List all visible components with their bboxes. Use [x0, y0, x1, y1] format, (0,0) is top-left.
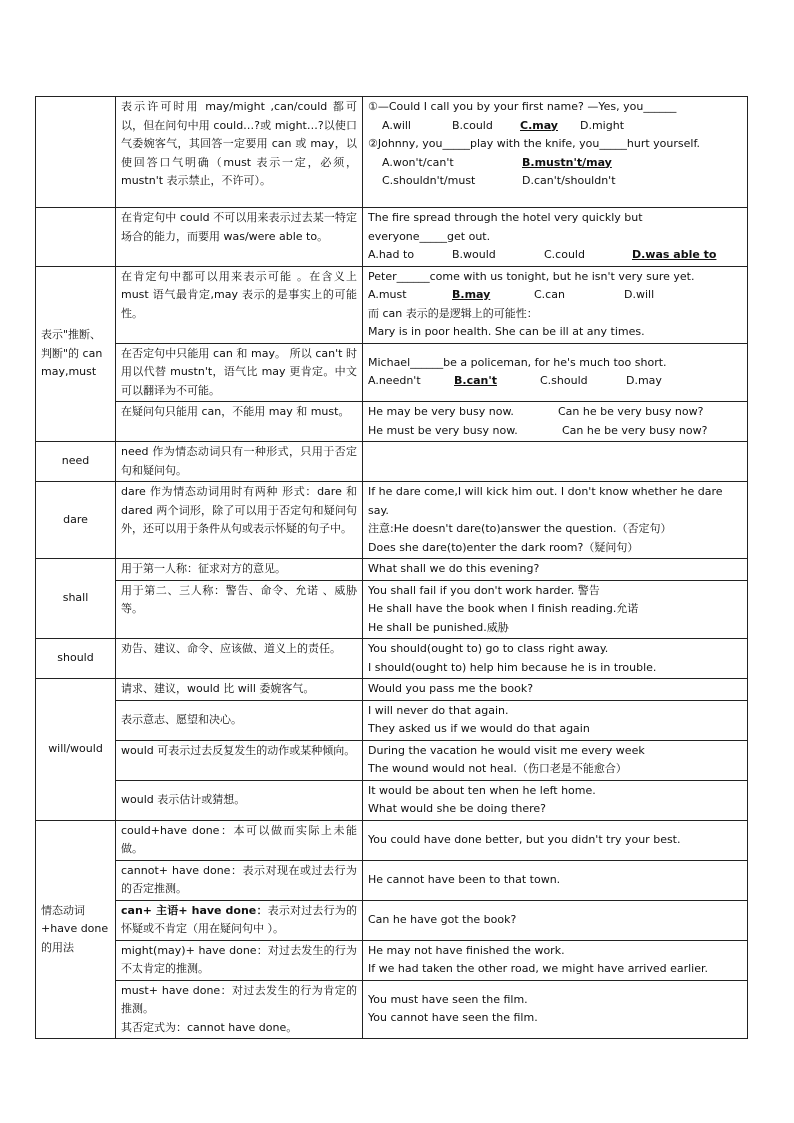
option: D.may [626, 374, 662, 388]
table-row [36, 900, 748, 940]
option: A.will [382, 118, 411, 132]
option: A.had to [368, 248, 415, 261]
example-sentence [368, 422, 742, 441]
category-cell: need [36, 442, 116, 482]
category-cell: should [36, 639, 116, 679]
options [368, 246, 742, 265]
example-sentence: I should(ought to) help him because he is in trouble. [368, 660, 657, 674]
usage-cell: 在肯定句中都可以用来表示可能 。在含义上 must 语气最肯定,may 表示的是事实上的可能性。 [116, 266, 363, 343]
example-cell [363, 740, 748, 780]
usage-text: 表示对过去行为的怀疑或不肯定（用在疑问句中 ）。 [121, 903, 357, 935]
table-row [36, 402, 748, 442]
table-row [36, 700, 748, 740]
table-row [36, 343, 748, 402]
usage-text: 其否定式为：cannot have done。 [121, 1020, 298, 1034]
option: A.won't/can't [382, 155, 454, 169]
usage-text: must+ have done：对过去发生的行为肯定的推测。 [121, 983, 357, 1015]
example-cell [363, 780, 748, 820]
answer-option: D.was able to [632, 248, 717, 261]
example-sentence: You cannot have seen the film. [368, 1011, 538, 1025]
example-cell [363, 266, 748, 343]
option: C.can [534, 288, 565, 301]
example-sentence: He must be very busy now. [368, 423, 518, 437]
option: C.shouldn't/must [382, 174, 476, 187]
option: A.needn't [368, 374, 421, 388]
usage-cell: 表示意志、愿望和决心。 [116, 700, 363, 740]
question: ①—Could I call you by your first name? —Yes, you______ [368, 100, 677, 113]
example-sentence: You shall fail if you don't work harder. 警告 [368, 583, 600, 597]
category-cell: 情态动词+have done 的用法 [36, 820, 116, 1039]
usage-cell [116, 980, 363, 1039]
grammar-table [35, 96, 748, 1039]
category-cell: will/would [36, 679, 116, 821]
example-cell: He cannot have been to that town. [363, 860, 748, 900]
table-row [36, 482, 748, 559]
usage-cell: would 表示估计或猜想。 [116, 780, 363, 820]
example-sentence: It would be about ten when he left home. [368, 783, 596, 797]
question: The fire spread through the hotel very quickly but everyone_____get out. [368, 211, 643, 243]
example-sentence: Mary is in poor health. She can be ill at any times. [368, 325, 645, 338]
usage-cell: 用于第一人称：征求对方的意见。 [116, 559, 363, 581]
table-row [36, 639, 748, 679]
example-sentence [368, 403, 742, 422]
example-cell: What shall we do this evening? [363, 559, 748, 581]
options [368, 154, 742, 173]
category-cell: 表示"推断、判断"的 can may,must [36, 266, 116, 442]
answer-option: B.may [452, 288, 491, 301]
table-row [36, 820, 748, 860]
example-sentence: 注意:He doesn't dare(to)answer the question.（否定句） [368, 522, 672, 535]
answer-option: B.mustn't/may [522, 155, 612, 169]
question: Michael______be a policeman, for he's much too short. [368, 355, 667, 369]
example-sentence: He may be very busy now. [368, 405, 514, 418]
answer-option: B.can't [454, 374, 497, 388]
table-row [36, 780, 748, 820]
category-cell: dare [36, 482, 116, 559]
options [368, 372, 742, 391]
options [368, 117, 742, 136]
options [368, 172, 742, 191]
usage-cell: might(may)+ have done：对过去发生的行为不太肯定的推测。 [116, 940, 363, 980]
option: D.can't/shouldn't [522, 174, 616, 187]
table-row [36, 940, 748, 980]
usage-cell: 在否定句中只能用 can 和 may。 所以 can't 时用以代替 mustn't，语气比 may 更肯定。中文可以翻译为不可能。 [116, 343, 363, 402]
table-row [36, 559, 748, 581]
table-row [36, 980, 748, 1039]
example-sentence: He shall have the book when I finish reading.允诺 [368, 602, 639, 615]
example-cell [363, 208, 748, 267]
table-row [36, 580, 748, 639]
example-sentence: Does she dare(to)enter the dark room?（疑问句） [368, 540, 639, 554]
example-cell: Would you pass me the book? [363, 679, 748, 701]
table-row [36, 97, 748, 208]
example-cell [363, 97, 748, 208]
example-sentence: He may not have finished the work. [368, 943, 565, 957]
example-cell: Can he have got the book? [363, 900, 748, 940]
answer-option: C.may [520, 118, 558, 132]
table-row [36, 442, 748, 482]
table-row [36, 740, 748, 780]
question: ②Johnny, you_____play with the knife, you_____hurt yourself. [368, 137, 701, 150]
option: C.should [540, 374, 588, 388]
structure-label: can+ 主语+ have done： [121, 903, 268, 917]
table-row [36, 860, 748, 900]
example-cell [363, 639, 748, 679]
example-sentence: I will never do that again. [368, 703, 509, 717]
example-sentence: They asked us if we would do that again [368, 722, 590, 735]
usage-cell: need 作为情态动词只有一种形式，只用于否定句和疑问句。 [116, 442, 363, 482]
category-cell: shall [36, 559, 116, 639]
example-cell: You could have done better, but you didn't try your best. [363, 820, 748, 860]
table-row [36, 679, 748, 701]
question: Peter______come with us tonight, but he isn't very sure yet. [368, 269, 695, 283]
options [368, 286, 742, 305]
example-sentence: During the vacation he would visit me every week [368, 743, 645, 757]
example-cell [363, 940, 748, 980]
usage-cell: 在肯定句中 could 不可以用来表示过去某一特定场合的能力，而要用 was/were able to。 [116, 208, 363, 267]
example-sentence: If we had taken the other road, we might have arrived earlier. [368, 962, 709, 975]
example-cell [363, 402, 748, 442]
option: C.could [544, 248, 585, 261]
example-sentence: The wound would not heal.（伤口老是不能愈合） [368, 762, 627, 775]
category-cell [36, 97, 116, 208]
example-sentence: What would she be doing there? [368, 802, 547, 815]
option: D.might [580, 118, 625, 132]
example-sentence: He shall be punished.威胁 [368, 620, 509, 634]
usage-cell [116, 900, 363, 940]
example-cell [363, 580, 748, 639]
example-cell [363, 442, 748, 482]
example-sentence: Can he be very busy now? [562, 423, 708, 437]
category-cell [36, 208, 116, 267]
option: B.would [452, 248, 496, 261]
example-cell [363, 343, 748, 402]
usage-cell: 在疑问句只能用 can，不能用 may 和 must。 [116, 402, 363, 442]
table-row [36, 208, 748, 267]
usage-cell: 表示许可时用 may/might ,can/could 都可以，但在问句中用 could…?或 might…?以使口气委婉客气，其回答一定要用 can 或 may，以使回答口气明确（must 表示一定，必须，mustn't 表示禁止，不许可）。 [116, 97, 363, 208]
note: 而 can 表示的是逻辑上的可能性： [368, 306, 538, 320]
usage-cell: dare 作为情态动词用时有两种 形式：dare 和 dared 两个词形，除了可以用于否定句和疑问句外，还可以用于条件从句或表示怀疑的句子中。 [116, 482, 363, 559]
example-sentence: If he dare come,I will kick him out. I don't know whether he dare say. [368, 485, 723, 517]
option: B.could [452, 118, 493, 132]
usage-cell: cannot+ have done：表示对现在或过去行为的否定推测。 [116, 860, 363, 900]
example-cell [363, 980, 748, 1039]
example-sentence: You should(ought to) go to class right away. [368, 642, 609, 655]
usage-cell: 请求、建议，would 比 will 委婉客气。 [116, 679, 363, 701]
example-cell [363, 700, 748, 740]
usage-cell: would 可表示过去反复发生的动作或某种倾向。 [116, 740, 363, 780]
usage-cell: could+have done：本可以做而实际上未能做。 [116, 820, 363, 860]
option: A.must [368, 288, 407, 301]
example-cell [363, 482, 748, 559]
usage-cell: 劝告、建议、命令、应该做、道义上的责任。 [116, 639, 363, 679]
example-sentence: You must have seen the film. [368, 992, 528, 1006]
option: D.will [624, 288, 655, 301]
usage-cell: 用于第二、三人称：警告、命令、允诺 、威胁等。 [116, 580, 363, 639]
example-sentence: Can he be very busy now? [558, 405, 704, 418]
table-row [36, 266, 748, 343]
